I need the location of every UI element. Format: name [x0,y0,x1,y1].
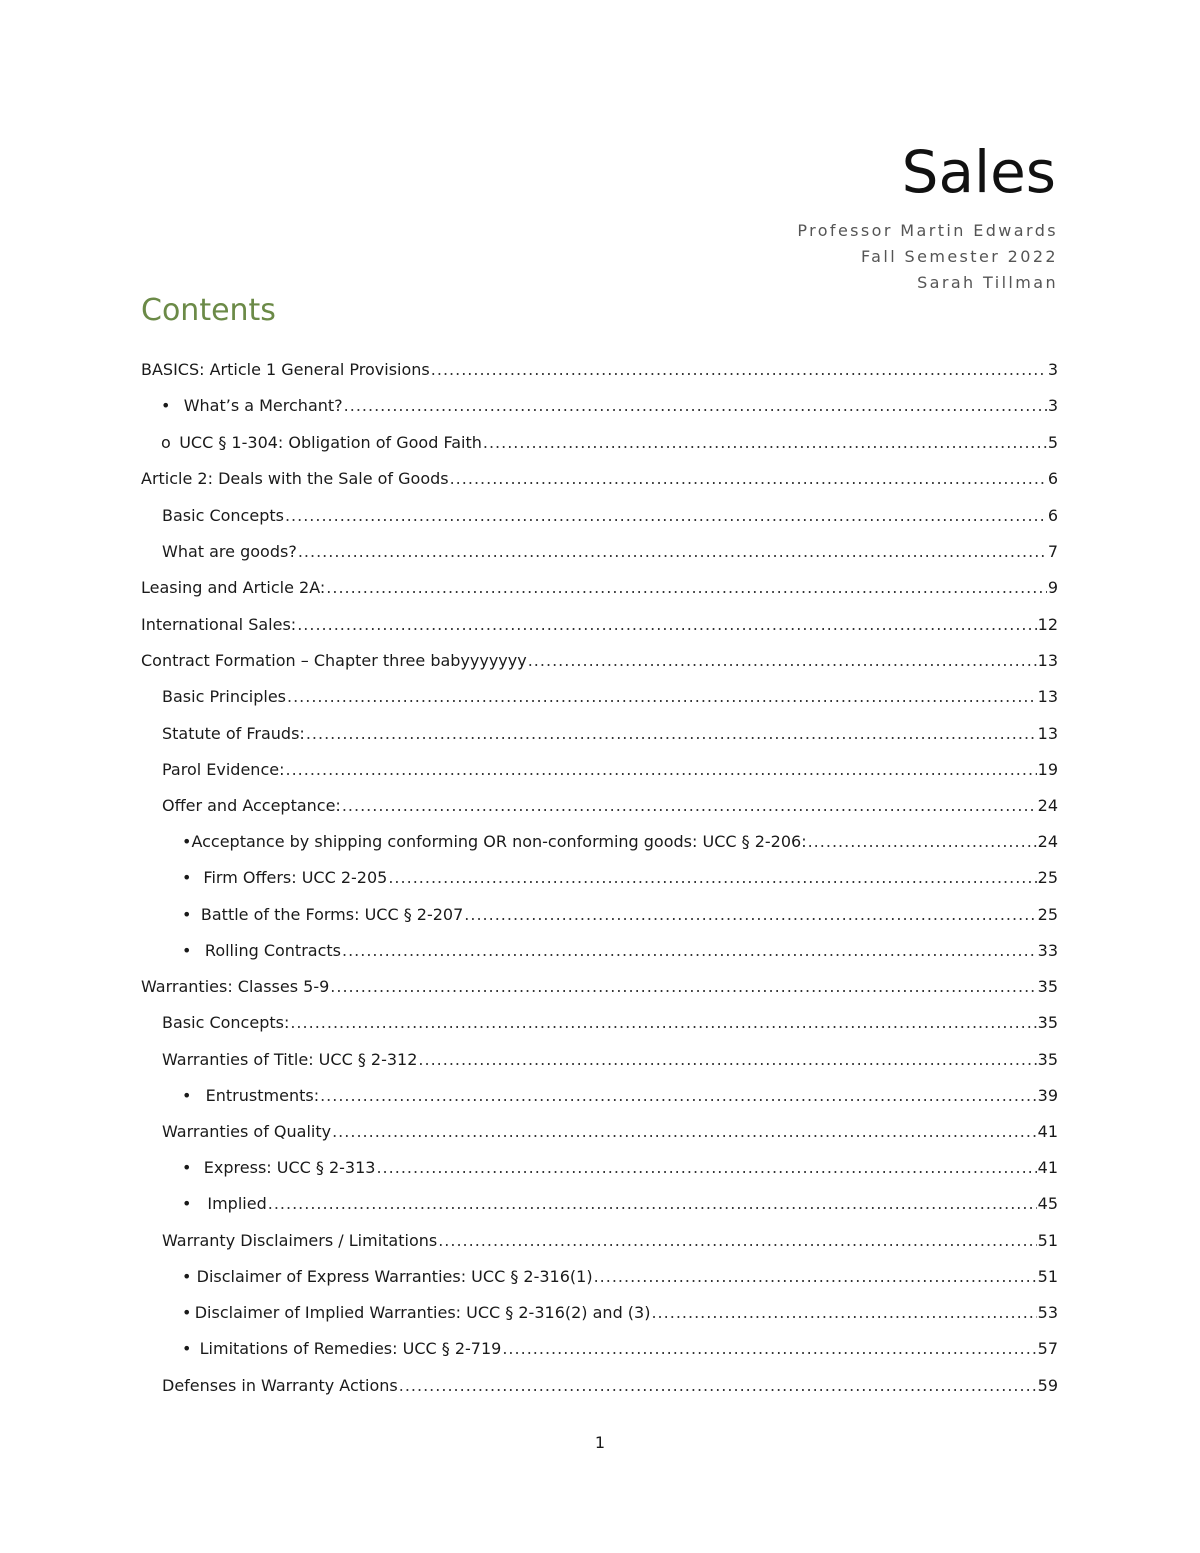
toc-entry[interactable] [141,866,1058,890]
toc-entry-page: 41 [1037,1122,1058,1141]
toc-entry-page: 45 [1037,1194,1058,1213]
toc-entry-label: Warranty Disclaimers / Limitations [162,1231,438,1250]
toc-entry-page: 25 [1037,905,1058,924]
toc-entry-page: 41 [1037,1158,1058,1177]
dot-leader [388,866,1036,890]
toc-entry-page: 12 [1037,615,1058,634]
toc-entry-label: UCC § 1-304: Obligation of Good Faith [179,433,482,452]
toc-entry[interactable] [141,1011,1058,1035]
document-title: Sales [901,138,1056,206]
toc-entry-label: Leasing and Article 2A: [141,578,326,597]
toc-entry-label: Statute of Frauds: [162,724,305,743]
toc-entry[interactable] [141,358,1058,382]
toc-entry-page: 3 [1047,396,1058,415]
dot-leader [528,649,1037,673]
toc-entry[interactable] [141,975,1058,999]
dot-leader [332,1120,1037,1144]
dot-leader [431,358,1047,382]
toc-entry-page: 19 [1037,760,1058,779]
bullet-icon: • [182,905,192,924]
toc-entry-label: Implied [207,1194,267,1213]
toc-entry[interactable] [141,649,1058,673]
dot-leader [651,1301,1036,1325]
toc-entry-page: 33 [1037,941,1058,960]
dot-leader [808,830,1037,854]
bullet-icon: • [182,1194,192,1213]
toc-entry-page: 25 [1037,868,1058,887]
toc-entry-page: 5 [1047,433,1058,452]
toc-entry-label: Warranties of Title: UCC § 2-312 [162,1050,418,1069]
bullet-icon: • [182,1086,192,1105]
toc-entry-label: Article 2: Deals with the Sale of Goods [141,469,449,488]
dot-leader [290,1011,1036,1035]
toc-entry[interactable] [141,1084,1058,1108]
toc-entry[interactable] [141,540,1058,564]
toc-entry-page: 53 [1037,1303,1058,1322]
dot-leader [285,758,1036,782]
dot-leader [399,1374,1037,1398]
toc-entry-label: BASICS: Article 1 General Provisions [141,360,430,379]
toc-entry-page: 24 [1037,832,1058,851]
dot-leader [342,939,1037,963]
toc-entry[interactable] [141,504,1058,528]
toc-entry-page: 6 [1047,506,1058,525]
toc-entry-page: 7 [1047,542,1058,561]
toc-entry[interactable] [141,1337,1058,1361]
dot-leader [502,1337,1036,1361]
dot-leader [330,975,1036,999]
dot-leader [344,394,1047,418]
toc-entry-page: 35 [1037,1013,1058,1032]
dot-leader [326,576,1047,600]
toc-entry[interactable] [141,722,1058,746]
hollow-bullet-icon: o [161,433,171,452]
bullet-icon: • [161,396,171,415]
bullet-icon: • [182,1158,192,1177]
toc-entry-label: What’s a Merchant? [183,396,343,415]
toc-entry[interactable] [141,1229,1058,1253]
dot-leader [418,1048,1036,1072]
toc-entry-page: 57 [1037,1339,1058,1358]
toc-entry-label: Limitations of Remedies: UCC § 2-719 [199,1339,502,1358]
dot-leader [320,1084,1037,1108]
toc-entry[interactable] [141,1192,1058,1216]
toc-entry-label: Entrustments: [205,1086,320,1105]
dot-leader [297,613,1036,637]
toc-entry-page: 24 [1037,796,1058,815]
toc-entry-page: 51 [1037,1231,1058,1250]
toc-entry[interactable] [141,903,1058,927]
dot-leader [464,903,1036,927]
toc-entry-page: 13 [1037,651,1058,670]
bullet-icon: • [182,1339,192,1358]
document-meta [797,218,1058,296]
toc-entry[interactable] [141,1156,1058,1180]
professor-name: Professor Martin Edwards [797,221,1058,240]
toc-entry-label: International Sales: [141,615,297,634]
toc-entry-label: Basic Concepts: [162,1013,290,1032]
toc-entry[interactable] [141,794,1058,818]
dot-leader [287,685,1037,709]
toc-entry-label: Warranties of Quality [162,1122,332,1141]
toc-entry-label: Disclaimer of Implied Warranties: UCC § 2-316(2) and (3) [194,1303,651,1322]
toc-entry-page: 59 [1037,1376,1058,1395]
toc-entry-page: 35 [1037,1050,1058,1069]
toc-entry-label: Parol Evidence: [162,760,285,779]
toc-entry-label: Firm Offers: UCC 2-205 [203,868,388,887]
toc-entry[interactable] [141,1374,1058,1398]
bullet-icon: • [182,1303,192,1322]
toc-entry-label: Disclaimer of Express Warranties: UCC § 2-316(1) [196,1267,593,1286]
toc-entry-label: Basic Principles [162,687,286,706]
dot-leader [450,467,1047,491]
toc-entry[interactable] [141,394,1058,418]
toc-entry[interactable] [141,1265,1058,1289]
dot-leader [342,794,1037,818]
bullet-icon: • [182,1267,192,1286]
toc-entry-page: 35 [1037,977,1058,996]
toc-entry-label: What are goods? [162,542,297,561]
dot-leader [376,1156,1036,1180]
semester: Fall Semester 2022 [861,247,1058,266]
toc-entry[interactable] [141,939,1058,963]
dot-leader [268,1192,1037,1216]
toc-entry-label: Express: UCC § 2-313 [203,1158,376,1177]
contents-heading: Contents [141,293,276,328]
toc-entry[interactable] [141,467,1058,491]
bullet-icon: • [182,941,192,960]
toc-entry-page: 51 [1037,1267,1058,1286]
toc-entry-label: Defenses in Warranty Actions [162,1376,398,1395]
toc-entry[interactable] [141,830,1058,854]
bullet-icon: • [182,868,192,887]
toc-entry[interactable] [141,1048,1058,1072]
dot-leader [306,722,1037,746]
toc-entry[interactable] [141,1301,1058,1325]
dot-leader [298,540,1047,564]
toc-entry-page: 9 [1047,578,1058,597]
author-name: Sarah Tillman [917,273,1058,292]
toc-entry-label: Basic Concepts [162,506,284,525]
toc-entry[interactable] [141,613,1058,637]
toc-entry-page: 6 [1047,469,1058,488]
dot-leader [594,1265,1037,1289]
toc-entry-page: 13 [1037,724,1058,743]
toc-entry-label: Warranties: Classes 5-9 [141,977,330,996]
page-number: 1 [594,1433,606,1452]
dot-leader [438,1229,1036,1253]
toc-entry-label: Offer and Acceptance: [162,796,341,815]
toc-entry[interactable] [141,576,1058,600]
toc-entry-label: Contract Formation – Chapter three babyyyyyyy [141,651,527,670]
toc-entry-label: Acceptance by shipping conforming OR non-conforming goods: UCC § 2-206: [191,832,807,851]
toc-entry-label: Rolling Contracts [204,941,341,960]
toc-entry-label: Battle of the Forms: UCC § 2-207 [200,905,464,924]
bullet-icon: • [182,832,192,851]
toc-entry[interactable] [141,685,1058,709]
toc-entry[interactable] [141,758,1058,782]
toc-entry-page: 3 [1047,360,1058,379]
toc-entry[interactable] [141,431,1058,455]
toc-entry[interactable] [141,1120,1058,1144]
dot-leader [285,504,1047,528]
toc-entry-page: 39 [1037,1086,1058,1105]
dot-leader [483,431,1047,455]
toc-entry-page: 13 [1037,687,1058,706]
